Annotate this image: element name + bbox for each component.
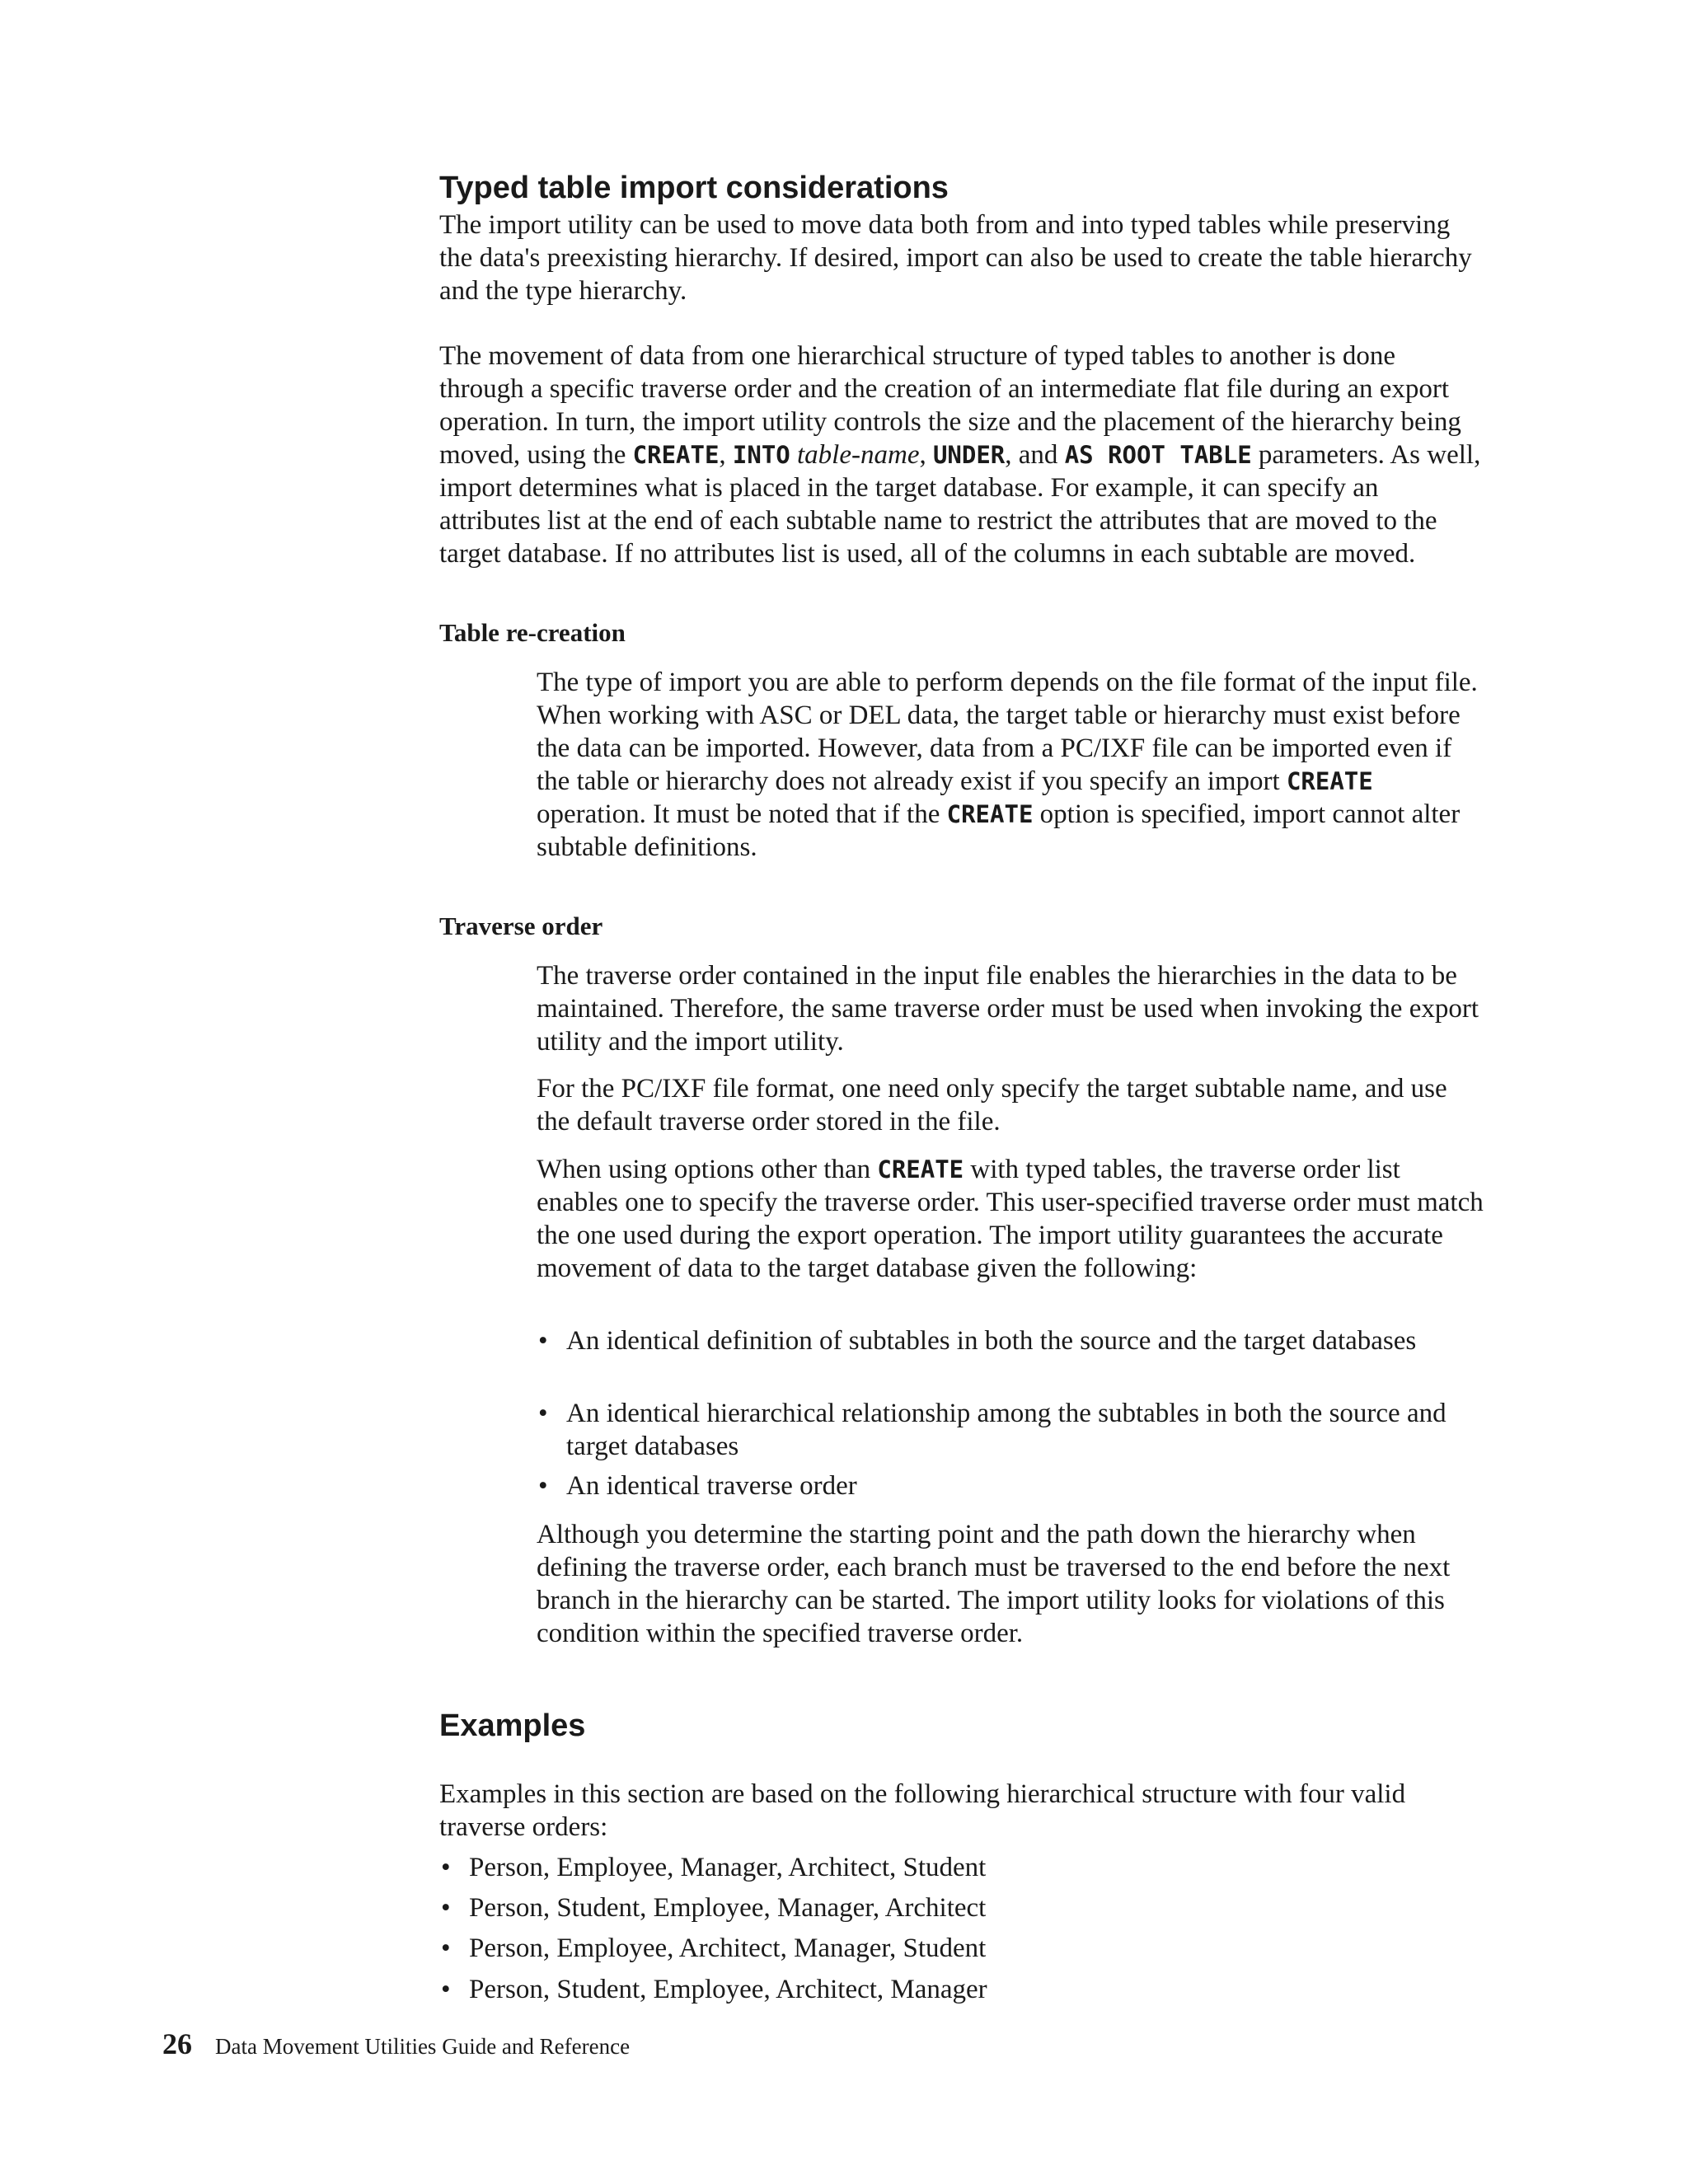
term-table-recreation: Table re-creation	[439, 618, 626, 647]
list-item: • Person, Employee, Architect, Manager, Student	[439, 1932, 1475, 1965]
list-item: • Person, Student, Employee, Architect, Manager	[439, 1973, 1475, 2006]
section-heading-typed-table-import: Typed table import considerations	[439, 171, 949, 205]
list-item: • Person, Student, Employee, Manager, Architect	[439, 1891, 1475, 1924]
page-footer	[162, 2027, 630, 2063]
traverse-order-paragraph-2: For the PC/IXF file format, one need only specify the target subtable name, and use the default traverse order stored in the file.	[537, 1074, 1447, 1137]
keyword-create: CREATE	[1286, 767, 1373, 795]
section-heading-examples: Examples	[439, 1708, 586, 1743]
term-traverse-order: Traverse order	[439, 912, 603, 940]
keyword-under: UNDER	[932, 441, 1006, 469]
book-title: Data Movement Utilities Guide and Reference	[215, 2034, 631, 2059]
keyword-create: CREATE	[946, 800, 1034, 828]
traverse-order-paragraph-4: Although you determine the starting point and the path down the hierarchy when defining the traverse order, each branch must be traversed to the end before the next branch in the hierarchy can be started. The import utility looks for violations of this condition within the specified traverse order.	[537, 1520, 1451, 1648]
traverse-order-paragraph-1: The traverse order contained in the input file enables the hierarchies in the data to be maintained. Therefore, the same traverse order must be used when invoking the export utility and the import utility.	[537, 961, 1479, 1057]
list-item: • An identical traverse order	[537, 1469, 1451, 1502]
page-number: 26	[162, 2027, 192, 2060]
examples-paragraph: Examples in this section are based on the following hierarchical structure with four valid traverse orders:	[439, 1779, 1406, 1842]
keyword-as-root-table: AS ROOT TABLE	[1064, 441, 1252, 469]
movement-paragraph: The movement of data from one hierarchical structure of typed tables to another is done through a specific traverse order and the creation of an intermediate flat file during an export operation. In turn, the import utility controls the size and the placement of the hierarchy being moved, using the CREATE, INTO table-name, UNDER, and AS ROOT TABLE parameters. As well, import determines what is placed in the target database. For example, it can specify an attributes list at the end of each subtable name to restrict the attributes that are moved to the target database. If no attributes list is used, all of the columns in each subtable are moved.	[439, 341, 1481, 569]
intro-paragraph: The import utility can be used to move data both from and into typed tables while preserving the data's preexisting hierarchy. If desired, import can also be used to create the table hierarchy and the type hierarchy.	[439, 210, 1472, 306]
list-item: • An identical definition of subtables in both the source and the target databases	[537, 1324, 1451, 1357]
table-name-variable: table-name	[797, 440, 920, 470]
list-item: • Person, Employee, Manager, Architect, Student	[439, 1851, 1475, 1884]
list-item: • An identical hierarchical relationship among the subtables in both the source and target databases	[537, 1397, 1451, 1463]
keyword-create: CREATE	[632, 441, 720, 469]
traverse-order-paragraph-3: When using options other than CREATE with typed tables, the traverse order list enables one to specify the traverse order. This user-specified traverse order must match the one used during the export operation. The import utility guarantees the accurate movement of data to the target database given the following:	[537, 1155, 1484, 1283]
keyword-create: CREATE	[877, 1155, 964, 1183]
table-recreation-paragraph: The type of import you are able to perform depends on the file format of the input file. When working with ASC or DEL data, the target table or hierarchy must exist before the data can be imported. However, data from a PC/IXF file can be imported even if the table or hierarchy does not already exist if you specify an import CREATE operation. It must be noted that if the CREATE option is specified, import cannot alter subtable definitions.	[537, 668, 1478, 862]
keyword-into: INTO	[732, 441, 790, 469]
